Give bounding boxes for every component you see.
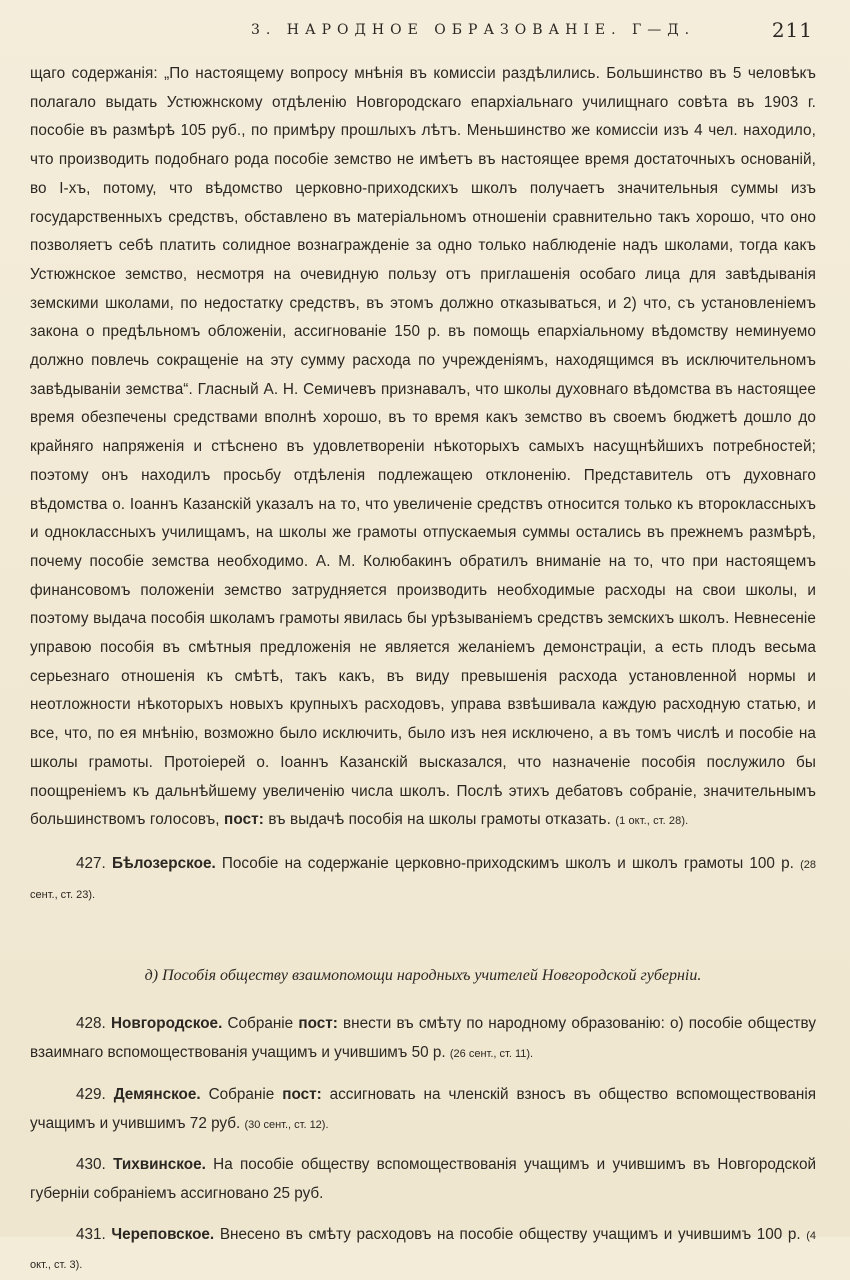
entry-429 xyxy=(30,1081,816,1139)
entry-430 xyxy=(30,1151,816,1208)
entry-427 xyxy=(30,850,816,909)
entry-428-text: внести въ смѣту по народному образованію: о) пособіе обществу взаимнаго вспомоществованія учащимъ и учившимъ 50 р. xyxy=(30,1015,816,1062)
entry-431-number: 431. xyxy=(76,1225,106,1243)
entry-428-number: 428. xyxy=(76,1015,106,1033)
main-tail-text: въ выдачѣ пособія на школы грамоты отказать. xyxy=(268,811,611,829)
entry-427-text: Пособіе на содержаніе церковно-приходскимъ школъ и школъ грамоты 100 р. xyxy=(221,854,794,872)
entry-427-number: 427. xyxy=(76,854,106,872)
entry-428-name: Новгородское. xyxy=(110,1015,223,1033)
entry-431-name: Череповское. xyxy=(111,1225,215,1243)
section-heading-d: д) Пособія обществу взаимопомощи народныхъ учителей Новгородской губерніи. xyxy=(144,967,702,985)
running-header xyxy=(33,18,813,48)
main-post-label: пост: xyxy=(223,811,264,829)
entry-428-reference: (26 сент., ст. 11). xyxy=(449,1048,534,1061)
entry-428-post-label: пост: xyxy=(298,1015,338,1033)
entry-430-number: 430. xyxy=(76,1156,106,1174)
entry-430-text: На пособіе обществу вспомоществованія учащимъ и учившимъ въ Новгородской губерніи собраніемъ ассигновано 25 руб. xyxy=(30,1156,817,1202)
entry-429-name: Демянское. xyxy=(113,1085,201,1103)
entry-429-post-label: пост: xyxy=(282,1085,322,1103)
entry-429-pre: Собраніе xyxy=(208,1085,275,1103)
entry-428-pre: Собраніе xyxy=(227,1015,294,1033)
page-number: 211 xyxy=(771,18,813,42)
entry-431-reference: (4 окт., ст. 3). xyxy=(30,1229,817,1272)
entry-430-name: Тихвинское. xyxy=(113,1156,206,1174)
header-title: 3. НАРОДНОЕ ОБРАЗОВАНІЕ. Г—Д. xyxy=(251,22,696,38)
entry-429-number: 429. xyxy=(76,1085,106,1103)
entry-427-name: Бѣлозерское. xyxy=(111,854,216,872)
main-paragraph xyxy=(30,60,816,836)
entry-431 xyxy=(30,1221,816,1280)
main-paragraph-text: щаго содержанія: „По настоящему вопросу мнѣнія въ комиссіи раздѣлились. Большинство въ 5 человѣкъ полагало выдать Устюжнскому отдѣленію Новгородскаго епархіальнаго училищнаго совѣта въ 1903 г. пособіе въ размѣрѣ 105 руб., по примѣру прошлыхъ лѣтъ. Меньшинство же комиссіи изъ 4 чел. находило, что производить подобнаго рода пособіе земство не имѣетъ въ настоящее время достаточныхъ основаній, во I-хъ, потому, что вѣдомство церковно-приходскихъ школъ получаетъ значительныя суммы изъ государственныхъ средствъ, обставлено въ матеріальномъ отношеніи сравнительно такъ хорошо, что оно позволяетъ себѣ платить солидное вознагражденіе за одно только наблюденіе надъ школами, тогда какъ Устюжнское земство, несмотря на очевидную пользу отъ приглашенія особаго лица для завѣдыванія земскими школами, по недостатку средствъ, въ этомъ должно отказываться, и 2) что, съ установленіемъ закона о предѣльномъ обложеніи, ассигнованіе 150 р. въ помощь епархіальному вѣдомству неминуемо должно повлечь сокращеніе на эту сумму расхода по учрежденіямъ, находящимся въ исключительномъ завѣдываніи земства“. Гласный А. Н. Семичевъ признавалъ, что школы духовнаго вѣдомства въ настоящее время обезпечены средствами вполнѣ хорошо, въ то время какъ земство въ своемъ бюджетѣ дошло до крайняго напряженія и стѣснено въ удовлетвореніи нѣкоторыхъ самыхъ насущнѣйшихъ потребностей; поэтому онъ находилъ просьбу отдѣленія подлежащею отклоненію. Представитель отъ духовнаго вѣдомства о. Іоаннъ Казанскій указалъ на то, что увеличеніе средствъ относится только къ второклассныхъ и одноклассныхъ училищамъ, на школы же грамоты отпускаемыя суммы остались въ прежнемъ размѣрѣ, почему пособіе земства необходимо. А. М. Колюбакинъ обратилъ вниманіе на то, что при настоящемъ финансовомъ положеніи земство затрудняется производить необходимые расходы на свои школы, и поэтому выдача пособія школамъ грамоты явилась бы урѣзываніемъ средствъ земскихъ школъ. Невнесеніе управою пособія въ смѣтныя предложенія не является желаніемъ демонстраціи, а есть плодъ весьма серьезнаго отношенія къ смѣтѣ, такъ какъ, въ виду превышенія расхода установленной нормы и неотложности нѣкоторыхъ новыхъ крупныхъ расходовъ, управа взвѣшивала каждую расходную статью, и все, что, по ея мнѣнію, возможно было исключить, было изъ нея исключено, а въ томъ числѣ и пособіе на школы грамоты. Протоіерей о. Іоаннъ Казанскій высказался, что назначеніе пособія послужило бы поощреніемъ къ дальнѣйшему увеличенію числа школъ. Послѣ этихъ дебатовъ собраніе, значительнымъ большинствомъ голосовъ, xyxy=(30,65,816,829)
entry-429-reference: (30 сент., ст. 12). xyxy=(244,1118,329,1131)
page-content xyxy=(30,60,816,1280)
entry-428 xyxy=(30,1010,816,1068)
entry-431-text: Внесено въ смѣту расходовъ на пособіе обществу учащимъ и учившимъ 100 р. xyxy=(219,1225,801,1243)
main-reference: (1 окт., ст. 28). xyxy=(615,815,689,828)
entry-427-reference: (28 сент., ст. 23). xyxy=(30,858,817,901)
entry-429-text: ассигновать на членскій взносъ въ общество вспомоществованія учащимъ и учившимъ 72 руб. xyxy=(30,1085,816,1132)
